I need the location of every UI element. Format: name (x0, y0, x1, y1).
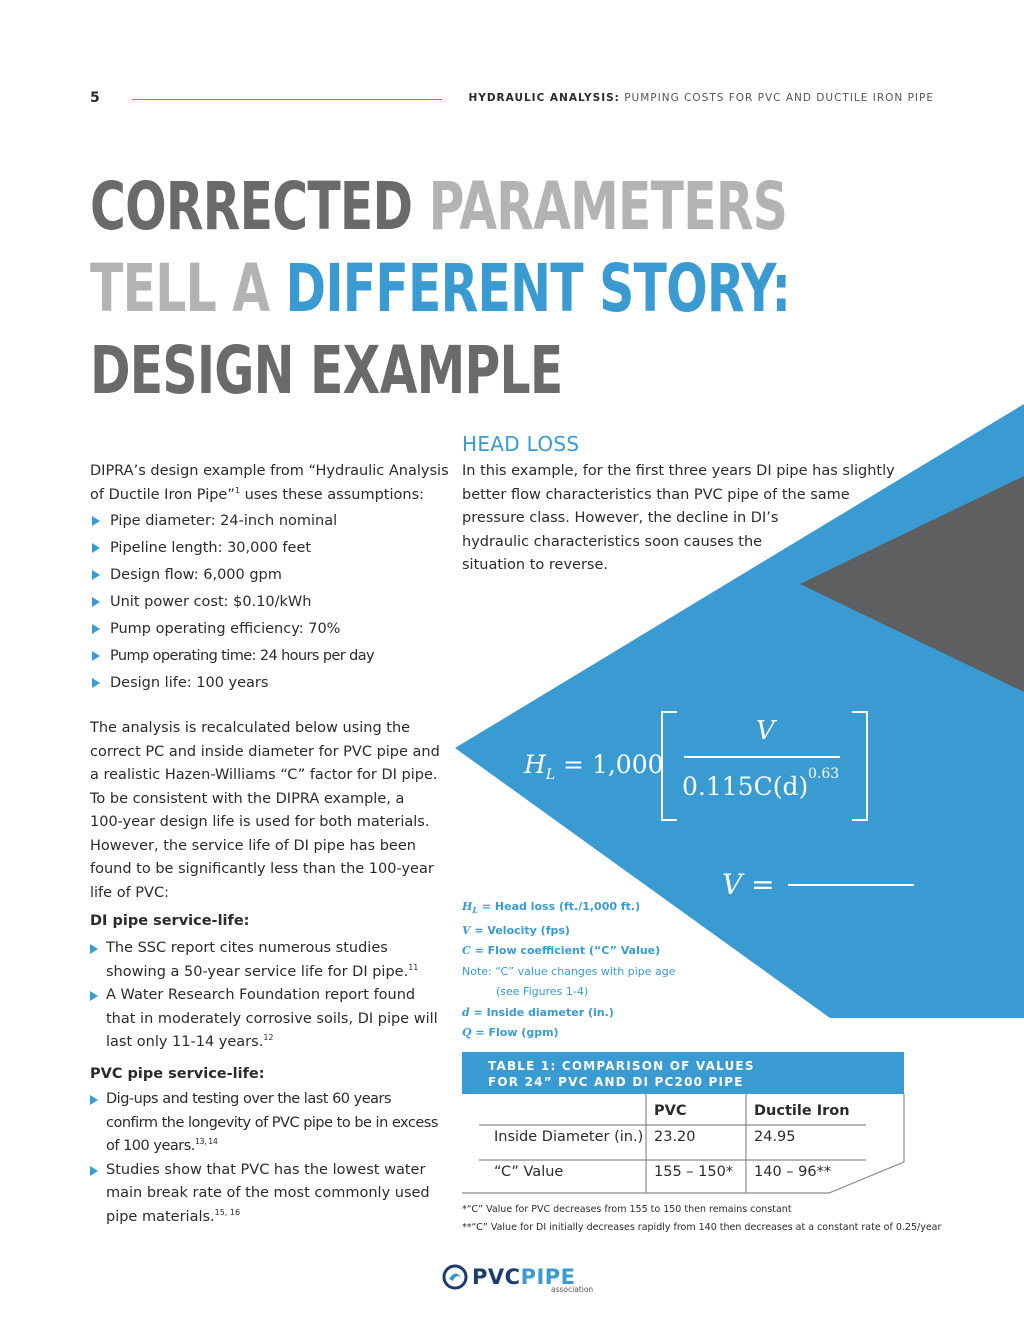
table-header-pvc: PVC (654, 1103, 687, 1119)
legend-text: = Velocity (fps) (470, 923, 570, 937)
head-loss-heading: HEAD LOSS (462, 432, 580, 456)
equation-2-numerator: Q (840, 842, 863, 875)
table-cell: 23.20 (654, 1129, 696, 1145)
title-word-parameters: PARAMETERS (428, 168, 788, 245)
eq-subscript-l: L (545, 767, 556, 783)
eq-symbol-h: H (524, 750, 546, 779)
logo-subtitle: association (551, 1285, 594, 1294)
head-loss-line: In this example, for the first three years DI pipe has slightly (462, 463, 895, 479)
equation-1-exponent: 1.852 (875, 690, 938, 715)
title-word-different-story: DIFFERENT STORY: (285, 250, 791, 327)
table-cell: 24.95 (754, 1129, 796, 1145)
equation-1-denominator: 0.115C(d) (682, 772, 809, 801)
head-loss-line: situation to reverse. (462, 557, 609, 573)
equation-1-denominator-exponent: 0.63 (808, 766, 840, 782)
equation-2-denominator: 2.448d (794, 900, 886, 930)
table-cell: 155 – 150* (654, 1164, 734, 1180)
list-item-text: Studies show that PVC has the lowest water main break rate of the most commonly used pipe materials. (106, 1161, 430, 1225)
list-item-text: Unit power cost: $0.10/kWh (110, 594, 312, 610)
equation-1-numerator: V (756, 716, 775, 746)
head-loss-line: pressure class. However, the decline in DI’s (462, 510, 779, 526)
list-item-text: Pump operating efficiency: 70% (110, 621, 341, 637)
footnote-di: **“C” Value for DI initially decreases rapidly from 140 then decreases at a constant rate of 0.25/year (462, 1222, 942, 1233)
list-item-text: Pipeline length: 30,000 feet (110, 540, 312, 556)
title-line-3: DESIGN EXAMPLE (90, 332, 563, 409)
list-item-text: Dig-ups and testing over the last 60 years confirm the longevity of PVC pipe to be in excess of 100 years. (106, 1091, 438, 1154)
legend-symbol: d (462, 1005, 470, 1019)
table-cell: 140 – 96** (754, 1164, 832, 1180)
di-service-life-heading: DI pipe service-life: (90, 913, 250, 929)
legend-subscript: L (472, 905, 479, 916)
table-title-line-1: TABLE 1: COMPARISON OF VALUES (488, 1059, 755, 1073)
footnote-ref: 15, 16 (214, 1207, 241, 1217)
legend-text: = Inside diameter (in.) (469, 1005, 614, 1019)
list-item-text: Pipe diameter: 24-inch nominal (110, 513, 338, 529)
table-title-line-2: FOR 24” PVC AND DI PC200 PIPE (488, 1075, 744, 1089)
equation-2-lhs: V = (722, 868, 775, 901)
equation-2-denominator-exponent: 2 (898, 893, 907, 909)
table-cell-row-label: Inside Diameter (in.) (494, 1129, 644, 1145)
legend-note-figures: (see Figures 1-4) (496, 985, 589, 999)
logo-word-pvc: PVC (472, 1265, 521, 1289)
intro-footnote-ref: 1 (234, 485, 240, 495)
legend-symbol: C (462, 944, 471, 958)
pvc-pipe-logo-icon (442, 1264, 468, 1290)
list-item-text: Design flow: 6,000 gpm (110, 567, 282, 583)
legend-text: = Head loss (ft./1,000 ft.) (478, 900, 641, 913)
footnote-ref: 11 (408, 962, 419, 972)
head-loss-line: hydraulic characteristics soon causes the (462, 533, 763, 550)
intro-text-b: uses these assumptions: (239, 486, 425, 503)
list-item-text: A Water Research Foundation report found that in moderately corrosive soils, DI pipe will last only 11-14 years. (106, 987, 438, 1050)
head-loss-line: better flow characteristics than PVC pipe of the same (462, 486, 850, 503)
running-header-section: HYDRAULIC ANALYSIS: (468, 92, 620, 104)
table-header-ductile-iron: Ductile Iron (754, 1103, 850, 1119)
logo-word-pipe: PIPE (520, 1265, 576, 1289)
legend-note: Note: “C” value changes with pipe age (462, 964, 676, 978)
intro-text-a: DIPRA’s design example from “Hydraulic Analysis of Ductile Iron Pipe” (90, 463, 449, 503)
title-word-corrected: CORRECTED (90, 168, 413, 245)
title-word-tell-a: TELL A (90, 250, 270, 327)
list-item-text: Pump operating time: 24 hours per day (110, 648, 375, 664)
footnote-ref: 13, 14 (194, 1137, 218, 1146)
running-header-topic: PUMPING COSTS FOR PVC AND DUCTILE IRON PIPE (624, 92, 934, 104)
footnote-ref: 12 (263, 1033, 274, 1042)
legend-symbol: Q (462, 1026, 472, 1040)
pvc-service-life-heading: PVC pipe service-life: (90, 1066, 265, 1082)
legend-symbol: H (462, 900, 473, 913)
legend-symbol: V (462, 923, 471, 937)
eq-constant: = 1,000 (555, 750, 664, 779)
legend-text: = Flow coefficient (“C” Value) (470, 944, 661, 958)
list-item-text: Design life: 100 years (110, 675, 269, 691)
legend-text: = Flow (gpm) (471, 1026, 559, 1040)
list-item-text: The SSC report cites numerous studies showing a 50-year service life for DI pipe. (106, 940, 409, 980)
footnote-pvc: *“C” Value for PVC decreases from 155 to 150 then remains constant (462, 1204, 792, 1215)
page-number: 5 (90, 90, 100, 106)
analysis-paragraph: The analysis is recalculated below using the correct PC and inside diameter for PVC pipe and a realistic Hazen-Williams “C” factor for DI pipe. To be consistent with the DIPRA example, a 100-year design life is used for both materials. However, the service life of DI pipe has been found to be significantly less than the 100-year life of PVC: (90, 720, 440, 901)
table-cell-row-label: “C” Value (494, 1164, 564, 1180)
